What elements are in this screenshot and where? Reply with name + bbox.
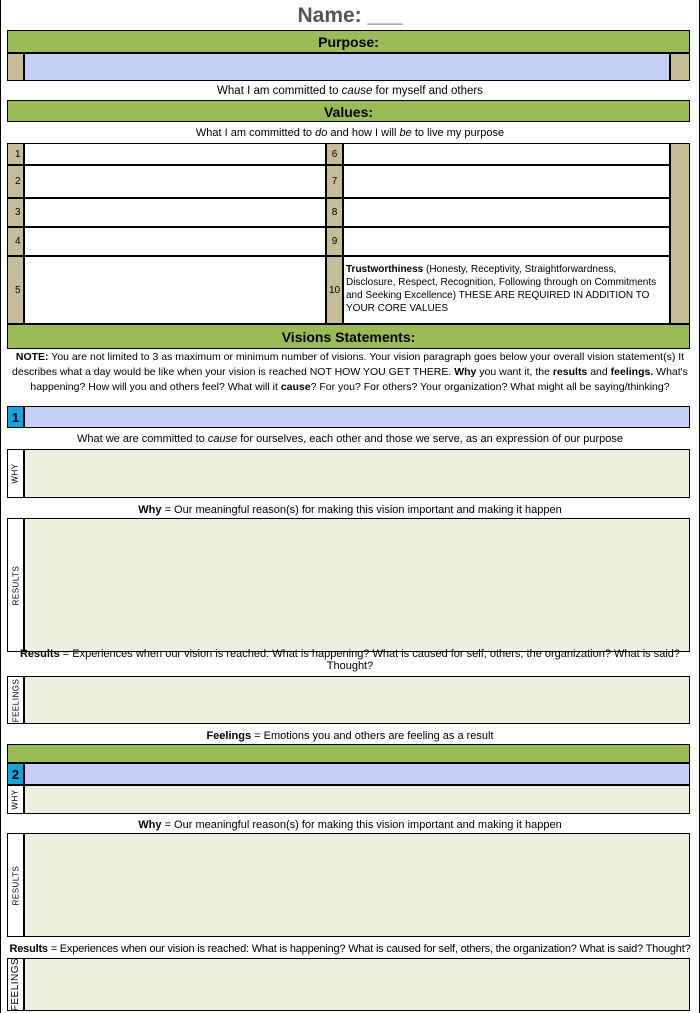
values-caption: What I am committed to do and how I will be to live my purpose xyxy=(195,127,505,139)
value-number: 6 xyxy=(326,143,343,165)
values-right-bar xyxy=(670,143,690,324)
feelings-caption: Feelings = Emotions you and others are feeling as a result xyxy=(206,730,494,742)
value-input-5[interactable] xyxy=(24,256,326,324)
visions-note: NOTE: You are not limited to 3 as maximum or minimum number of visions. Your vision paragraph goes below your overall vision statement(s) It describes what a day would be like when your vision is reached NOT HOW YOU GET THERE. Why you want it, the results and feelings. What's happening? How will you and others feel? What will it cause? For you? For others? Your organization? What might all be saying/thinking? xyxy=(12,351,688,393)
value-input-3[interactable] xyxy=(24,198,326,227)
vision-2-results-input[interactable] xyxy=(24,833,690,937)
page-left-border xyxy=(0,0,1,1013)
value-input-1[interactable] xyxy=(24,143,326,165)
page-title[interactable]: Name: ___ xyxy=(0,0,700,30)
vision-1-results-input[interactable] xyxy=(24,518,690,652)
feelings-label: FEELINGS xyxy=(7,676,24,724)
vision-2-statement-input[interactable] xyxy=(24,763,690,785)
vision-1-badge: 1 xyxy=(7,406,24,428)
purpose-input[interactable] xyxy=(24,53,670,81)
why-caption: Why = Our meaningful reason(s) for making this vision important and making it happen xyxy=(138,819,562,831)
value-input-4[interactable] xyxy=(24,227,326,256)
value-number: 3 xyxy=(7,198,24,227)
vision-2-why-input[interactable] xyxy=(24,785,690,814)
value-input-7[interactable] xyxy=(343,165,670,198)
results-caption: Results = Experiences when our vision is reached: What is happening? What is caused for self, others, the organization? What is said? Thought? xyxy=(19,648,681,672)
purpose-left-bar xyxy=(7,53,24,81)
results-label: RESULTS xyxy=(7,833,24,937)
results-caption: Results = Experiences when our vision is reached: What is happening? What is caused for self, others, the organization? What is said? Thought? xyxy=(9,943,691,955)
why-label: WHY xyxy=(7,785,24,814)
value-number: 5 xyxy=(7,256,24,324)
purpose-right-bar xyxy=(670,53,690,81)
why-caption: Why = Our meaningful reason(s) for making this vision important and making it happen xyxy=(138,504,562,516)
value-number: 10 xyxy=(326,256,343,324)
value-input-2[interactable] xyxy=(24,165,326,198)
feelings-label: FEELINGS xyxy=(7,958,24,1011)
value-number: 2 xyxy=(7,165,24,198)
value-number: 9 xyxy=(326,227,343,256)
purpose-caption: What I am committed to cause for myself and others xyxy=(217,85,483,97)
value-number: 1 xyxy=(7,143,24,165)
vision-1-caption: What we are committed to cause for ourselves, each other and those we serve, as an expression of our purpose xyxy=(76,433,624,445)
value-input-6[interactable] xyxy=(343,143,670,165)
vision-2-divider xyxy=(7,744,690,763)
purpose-heading: Purpose: xyxy=(7,30,690,53)
value-input-8[interactable] xyxy=(343,198,670,227)
value-input-9[interactable] xyxy=(343,227,670,256)
value-number: 7 xyxy=(326,165,343,198)
vision-1-why-input[interactable] xyxy=(24,449,690,498)
value-10-trustworthiness: Trustworthiness (Honesty, Receptivity, Straightforwardness, Disclosure, Respect, Recognition, Following through on Commitments and Seeking Excellence) THESE ARE REQUIRED IN ADDITION TO YOUR CORE VALUES xyxy=(343,256,670,324)
value-number: 4 xyxy=(7,227,24,256)
value-number: 8 xyxy=(326,198,343,227)
visions-heading: Visions Statements: xyxy=(7,324,690,349)
vision-1-feelings-input[interactable] xyxy=(24,676,690,724)
why-label: WHY xyxy=(7,449,24,498)
results-label: RESULTS xyxy=(7,518,24,652)
vision-2-badge: 2 xyxy=(7,763,24,785)
values-heading: Values: xyxy=(7,100,690,122)
vision-1-statement-input[interactable] xyxy=(24,406,690,428)
vision-2-feelings-input[interactable] xyxy=(24,958,690,1011)
